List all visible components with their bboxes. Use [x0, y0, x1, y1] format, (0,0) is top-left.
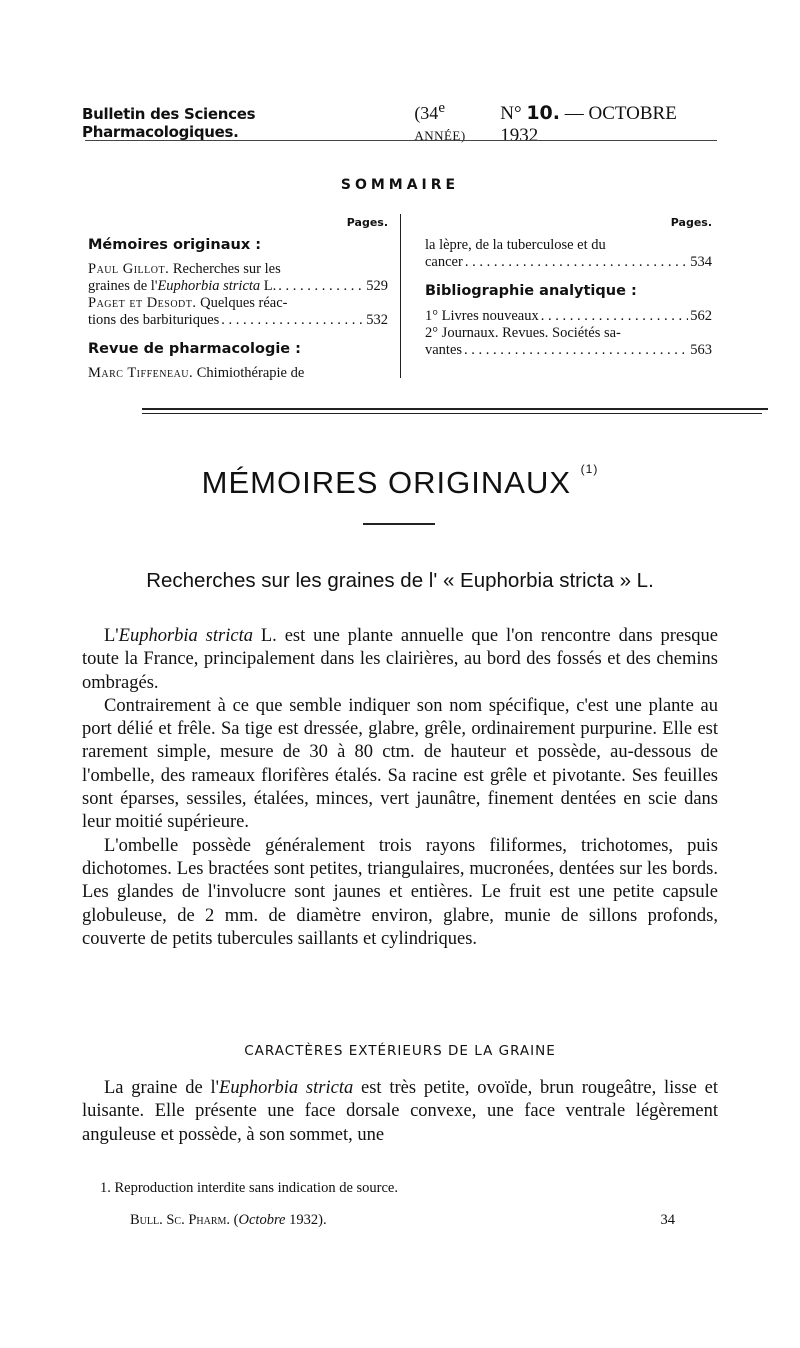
section-heading: CARACTÈRES EXTÉRIEURS DE LA GRAINE	[244, 1043, 556, 1059]
footnote-marker: (1)	[580, 462, 599, 476]
toc-entry: la lèpre, de la tuberculose et du cancer . . . 534	[425, 237, 712, 271]
toc-entry: Paul Gillot. Recherches sur les graines de l'Euphorbia stricta L. . . . 529	[88, 261, 388, 295]
paragraph: L'Euphorbia stricta L. est une plante annuelle que l'on rencontre dans presque toute la France, principalement dans les clairières, au bord des fossés et des chemins ombragés.	[82, 626, 718, 693]
title-rule	[363, 523, 435, 525]
page-title: MÉMOIRES ORIGINAUX $^{(1)}$	[201, 462, 599, 500]
toc-left-column	[88, 214, 388, 382]
section-double-rule	[142, 413, 762, 414]
toc-section-heading: Revue de pharmacologie :	[88, 341, 301, 357]
article-body	[82, 625, 718, 951]
toc-entry: 1° Livres nouveaux . . . 562	[425, 308, 712, 325]
toc-right-column	[425, 214, 712, 359]
paragraph: Contrairement à ce que semble indiquer son nom spécifique, c'est une plante au port délié et frêle. Sa tige est dressée, glabre, grêle, ordinairement purpurine. Elle est rarement simple, mesure de 30 à 80 ctm. de hauteur et possède, au-dessous de l'ombelle, des rameaux florifères étalés. Sa racine est grêle et pivotante. Ses feuilles sont éparses, sessiles, étalées, minces, vert jaunâtre, finement dentées en scie dans leur moitié supérieure.	[82, 695, 718, 833]
toc-section-heading: Bibliographie analytique :	[425, 283, 637, 299]
article-title: Recherches sur les graines de l' « Euphorbia stricta » L.	[146, 569, 654, 592]
toc-entry: Paget et Desodt. Quelques réac- tions des barbituriques . . . 532	[88, 295, 388, 329]
header-rule	[85, 140, 717, 141]
journal-name: Bulletin des Sciences Pharmacologiques.	[82, 105, 256, 141]
toc-entry: 2° Journaux. Revues. Sociétés sa- vantes . . . 563	[425, 325, 712, 359]
toc-entry: Marc Tiffeneau. Chimiothérapie de	[88, 365, 305, 381]
pages-label: Pages.	[670, 216, 712, 229]
pages-label: Pages.	[346, 216, 388, 229]
toc-section-heading: Mémoires originaux :	[88, 237, 262, 253]
article-body-continued	[82, 1077, 718, 1147]
section-double-rule	[142, 408, 768, 410]
page-number: 34	[660, 1212, 675, 1228]
footnote: 1. Reproduction interdite sans indication de source.	[100, 1180, 398, 1196]
journal-year: (34e ANNÉE)	[414, 100, 466, 143]
paragraph: La graine de l'Euphorbia stricta est très petite, ovoïde, brun rougeâtre, lisse et luisante. Elle présente une face dorsale convexe, une face ventrale légèrement anguleuse et possède, à son sommet, une	[82, 1078, 719, 1145]
issue-info: N° 10. — OCTOBRE 1932	[500, 102, 677, 146]
paragraph: L'ombelle possède généralement trois rayons filiformes, trichotomes, puis dichotomes. Les bractées sont petites, triangulaires, mucronées, dentées sur les bords. Les glandes de l'involucre sont jaunes et entières. Le fruit est une petite capsule globuleuse, de 2 mm. de diamètre environ, glabre, munie de sillons profonds, couverte de petits tubercules saillants et cylindriques.	[82, 835, 718, 949]
journal-reference: Bull. Sc. Pharm. (Octobre 1932).	[130, 1212, 327, 1228]
sommaire-title: SOMMAIRE	[340, 177, 460, 193]
page-footer	[130, 1212, 675, 1229]
toc-divider	[400, 214, 401, 378]
